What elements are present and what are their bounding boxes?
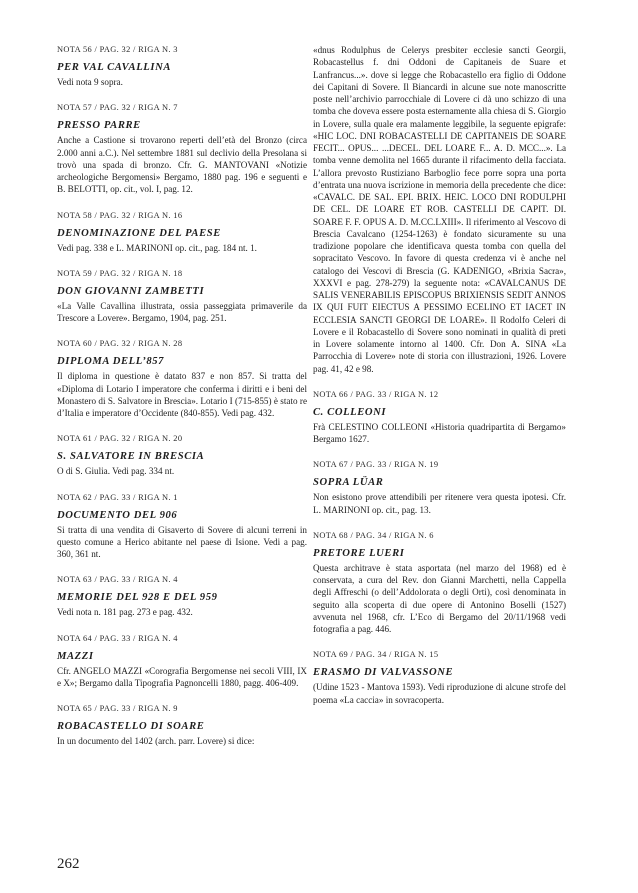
- note-67: [313, 459, 566, 516]
- right-column: [313, 44, 566, 720]
- page-number: 262: [57, 856, 80, 872]
- note-title: PRETORE LUERI: [313, 547, 405, 559]
- note-reference: NOTA 60 / PAG. 32 / RIGA N. 28: [57, 339, 183, 349]
- note-reference: NOTA 69 / PAG. 34 / RIGA N. 15: [313, 650, 439, 660]
- note-title: ERASMO DI VALVASSONE: [313, 667, 454, 679]
- note-body: Si tratta di una vendita di Gisaverto di Sovere di alcuni terreni in questo comune a Herico abitante nel paese di Isione. Vedi a pag. 360, 361 nt.: [57, 524, 307, 559]
- note-title: DIPLOMA DELL’857: [57, 356, 165, 368]
- note-body: Il diploma in questione è datato 837 e non 857. Si tratta del «Diploma di Lotario I imperatore che conferma i diritti e i beni del Monastero di S. Salvatore in Brescia». Lotario I (715-855) è stato re d’Italia e imperatore d’Occidente (840-855). Vedi pag. 432.: [57, 371, 307, 418]
- note-title: ROBACASTELLO DI SOARE: [57, 721, 205, 732]
- note-59: [57, 268, 307, 325]
- note-body: Vedi pag. 338 e L. MARINONI op. cit., pag. 184 nt. 1.: [57, 242, 257, 253]
- note-64: [57, 633, 307, 690]
- note-reference: NOTA 63 / PAG. 33 / RIGA N. 4: [57, 575, 178, 585]
- note-reference: NOTA 67 / PAG. 33 / RIGA N. 19: [313, 460, 439, 470]
- note-title: SOPRA LÜAR: [313, 477, 384, 489]
- note-57: [57, 102, 307, 195]
- note-reference: NOTA 59 / PAG. 32 / RIGA N. 18: [57, 268, 183, 278]
- note-body: Vedi nota 9 sopra.: [57, 77, 123, 87]
- note-body: O di S. Giulia. Vedi pag. 334 nt.: [57, 466, 175, 477]
- note-65: [57, 703, 307, 747]
- note-title: DOCUMENTO DEL 906: [57, 509, 178, 521]
- left-column: [57, 44, 307, 761]
- note-reference: NOTA 58 / PAG. 32 / RIGA N. 16: [57, 210, 183, 220]
- note-reference: NOTA 56 / PAG. 32 / RIGA N. 3: [57, 45, 178, 54]
- note-title: MEMORIE DEL 928 E DEL 959: [57, 592, 218, 604]
- note-69: [313, 649, 566, 706]
- note-reference: NOTA 62 / PAG. 33 / RIGA N. 1: [57, 492, 178, 502]
- note-reference: NOTA 57 / PAG. 32 / RIGA N. 7: [57, 103, 178, 113]
- note-58: [57, 210, 307, 254]
- note-66: [313, 389, 566, 446]
- note-68: [313, 530, 566, 636]
- note-title: PER VAL CAVALLINA: [57, 62, 171, 73]
- note-title: MAZZI: [57, 650, 94, 662]
- note-63: [57, 574, 307, 618]
- note-reference: NOTA 64 / PAG. 33 / RIGA N. 4: [57, 633, 178, 643]
- note-title: DENOMINAZIONE DEL PAESE: [57, 227, 221, 239]
- note-body: (Udine 1523 - Mantova 1593). Vedi riproduzione di alcune strofe del poema «La caccia» in sovracoperta.: [313, 682, 566, 705]
- note-body: Questa architrave è stata asportata (nel marzo del 1968) ed è conservata, a cura del Rev. don Gianni Marchetti, nella Cappella degli Affreschi (o dell’Addolorata o degli Orti), così denominata in seguito alla scoperta di due opere di Antonino Boselli (1527) avvenuta nel 1968, cfr. L’Eco di Bergamo del 20/11/1968 vedi fotografia a pag. 446.: [313, 562, 566, 634]
- note-reference: NOTA 68 / PAG. 34 / RIGA N. 6: [313, 530, 434, 540]
- note-56: [57, 44, 307, 88]
- note-body: Frà CELESTINO COLLEONI «Historia quadripartita di Bergamo» Bergamo 1627.: [313, 421, 566, 444]
- note-reference: NOTA 61 / PAG. 32 / RIGA N. 20: [57, 434, 183, 444]
- note-body: Cfr. ANGELO MAZZI «Corografia Bergomense nei secoli VIII, IX e X»; Bergamo dalla Tipografia Pagnoncelli 1880, pagg. 406-409.: [57, 665, 307, 688]
- note-body: Anche a Castione si trovarono reperti dell’età del Bronzo (circa 2.000 anni a.C.). Nel settembre 1881 sul declivio della Presolana si trovò una spada di bronzo. Cfr. G. MANTOVANI «Notizie archeologiche Bergomensi» Bergamo, 1880 pag. 196 e seguenti e B. BELOTTI, op. cit., vol. I, pag. 12.: [57, 135, 307, 195]
- note-body: «La Valle Cavallina illustrata, ossia passeggiata primaverile da Trescore a Lovere». Bergamo, 1904, pag. 251.: [57, 300, 307, 323]
- note-title: S. SALVATORE IN BRESCIA: [57, 451, 205, 463]
- note-reference: NOTA 66 / PAG. 33 / RIGA N. 12: [313, 389, 439, 399]
- note-60: [57, 338, 307, 419]
- note-body: Non esistono prove attendibili per ritenere vera questa ipotesi. Cfr. L. MARINONI op. cit., pag. 13.: [313, 492, 566, 515]
- note-61: [57, 433, 307, 477]
- note-body: In un documento del 1402 (arch. parr. Lovere) si dice:: [57, 736, 255, 746]
- note-62: [57, 492, 307, 561]
- note-title: C. COLLEONI: [313, 406, 387, 418]
- note-title: PRESSO PARRE: [57, 120, 141, 132]
- note-reference: NOTA 65 / PAG. 33 / RIGA N. 9: [57, 704, 178, 713]
- note-body: Vedi nota n. 181 pag. 273 e pag. 432.: [57, 607, 193, 618]
- note-title: DON GIOVANNI ZAMBETTI: [57, 285, 205, 297]
- note-body: «dnus Rodulphus de Celerys presbiter ecclesie sancti Georgii, Robacastellus f. dni Oddoni de Capitaneis de Suare et Lanfrancus...». dove si legge che Robacastello era figlio di Oddone dei Capitani di Sovere. Il Biancardi in alcune sue note manoscritte poste nell’archivio parrocchiale di Lovere ci dà uno schizzo di una tomba che doveva essere posta esternamente alla chiesa di S. Giorgio in Lovere, sulla quale era malamente leggibile, la seguente epigrafe: «HIC LOC. DNI ROBACASTELLI DE CAPITANEIS DE SOARE FECIT... OPUS... ...DECEL. DEL LOARE F... A. D. MCC...». La tomba venne demolita nel 1665 durante il rifacimento della facciata. L’allora prevosto Rustiziano Barboglio fece porre sopra una porta d’entrata una nuova iscrizione in memoria della precedente che dice: «CAVALC. DE SAL. EPI. BRIX. HEIC. LOCO DNI RODULPHI DE CEL. DE LOARE ET ROB. CASTELLI DE CAPIT. DI. SOARE F. F. OPUS A. D. M.CC.LXIII». Il riferimento al Vescovo di Brescia Cavalcano (1254-1263) è fondato sicuramente su una tradizione popolare che identificava questa tomba con quella del sopracitato Vescovo. In favore di questa credenza vi è anche nel catalogo dei Vescovi di Brescia (G. KADENIGO, «Brixia Sacra», XXXVI e pag. 278-279) la seguente nota: «CAVALCANUS DE SALIS VENERABILIS EPISCOPUS BRIXIENSIS SEDIT ANNOS IX QUI FUIT EIECTUS A PESSIMO ECELINO ET IACET IN ECCLESIA SANCTI GEORGI DE LOARE». Il Rodolfo Celeri di Lovere e il Robacastello di Sovere sono nominati in qualità di preti in Lovere solamente intorno al 1400. Cfr. Don A. SINA «La Parrocchia di Lovere» note di storia con illustrazioni, 1926. Lovere pag. 41, 42 e 98.: [313, 45, 566, 374]
- note-65-continued: [313, 44, 566, 375]
